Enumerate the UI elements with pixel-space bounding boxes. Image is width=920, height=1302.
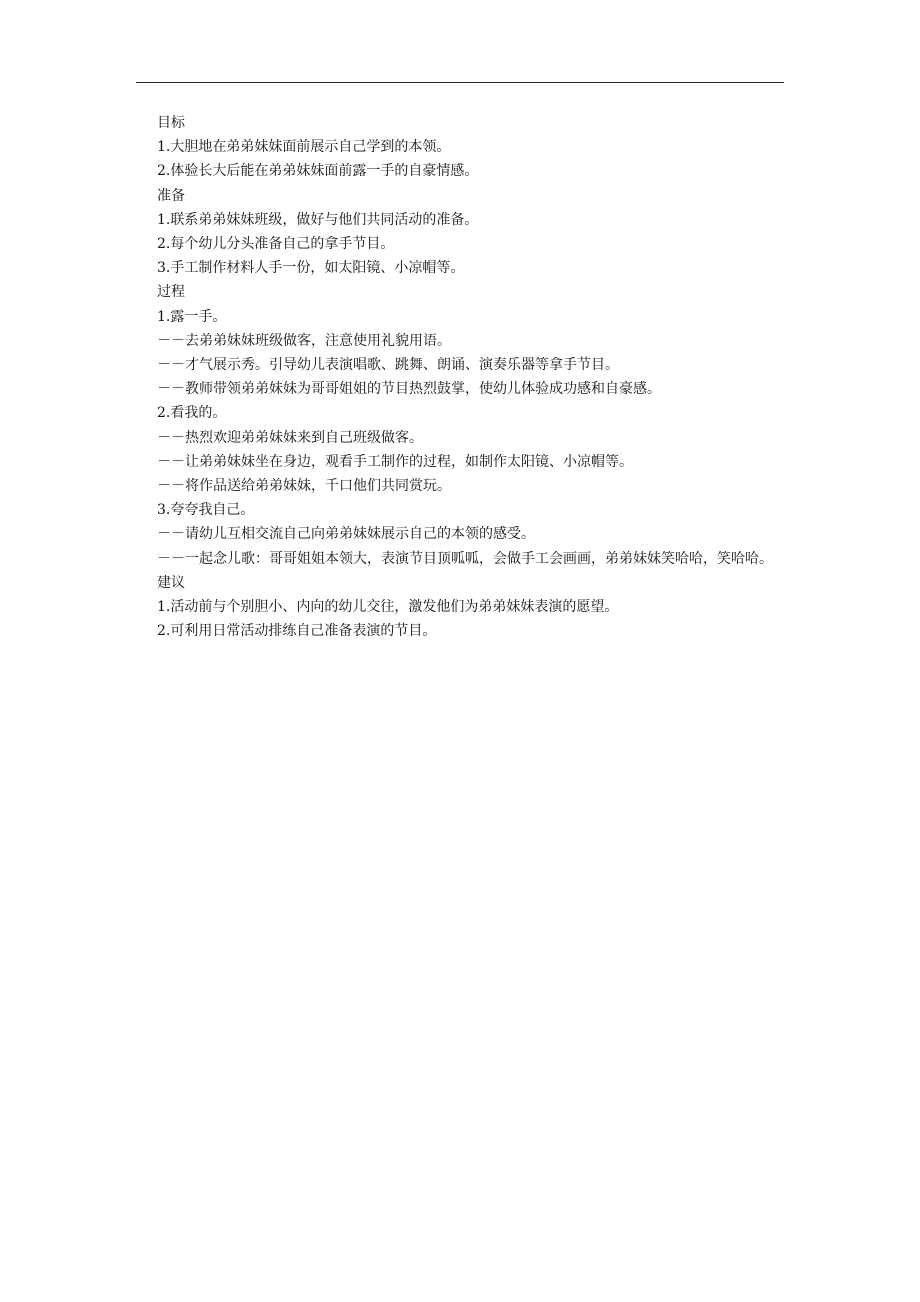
process-step-1-detail-3: －－教师带领弟弟妹妹为哥哥姐姐的节目热烈鼓掌，使幼儿体验成功感和自豪感。	[157, 381, 661, 398]
goal-item-1: 1.大胆地在弟弟妹妹面前展示自己学到的本领。	[157, 139, 451, 156]
suggestion-item-2: 2.可利用日常活动排练自己准备表演的节目。	[157, 623, 437, 640]
preparation-item-2: 2.每个幼儿分头准备自己的拿手节目。	[157, 236, 395, 253]
preparation-item-3: 3.手工制作材料人手一份，如太阳镜、小凉帽等。	[157, 260, 465, 277]
process-step-3: 3.夸夸我自己。	[157, 502, 255, 519]
section-heading-process: 过程	[157, 284, 185, 301]
process-step-3-detail-2: －－一起念儿歌：哥哥姐姐本领大，表演节目顶呱呱，会做手工会画画，弟弟妹妹笑哈哈，笑哈哈。	[157, 550, 773, 567]
process-step-3-detail-1: －－请幼儿互相交流自己向弟弟妹妹展示自己的本领的感受。	[157, 526, 535, 543]
section-heading-suggestions: 建议	[157, 574, 185, 591]
goal-item-2: 2.体验长大后能在弟弟妹妹面前露一手的自豪情感。	[157, 163, 479, 180]
preparation-item-1: 1.联系弟弟妹妹班级，做好与他们共同活动的准备。	[157, 211, 479, 228]
section-heading-preparation: 准备	[157, 187, 185, 204]
process-step-1-detail-2: －－才气展示秀。引导幼儿表演唱歌、跳舞、朗诵、演奏乐器等拿手节目。	[157, 357, 619, 374]
process-step-2-detail-1: －－热烈欢迎弟弟妹妹来到自己班级做客。	[157, 429, 423, 446]
process-step-1-detail-1: －－去弟弟妹妹班级做客，注意使用礼貌用语。	[157, 332, 451, 349]
section-heading-goals: 目标	[157, 115, 185, 131]
process-step-2-detail-3: －－将作品送给弟弟妹妹，千口他们共同赏玩。	[157, 478, 451, 495]
process-step-2-detail-2: －－让弟弟妹妹坐在身边，观看手工制作的过程，如制作太阳镜、小凉帽等。	[157, 453, 633, 470]
header-rule	[136, 82, 784, 83]
document-body	[136, 111, 786, 643]
suggestion-item-1: 1.活动前与个别胆小、内向的幼儿交往，激发他们为弟弟妹妹表演的愿望。	[157, 599, 619, 616]
process-step-1: 1.露一手。	[157, 308, 227, 325]
process-step-2: 2.看我的。	[157, 405, 227, 422]
